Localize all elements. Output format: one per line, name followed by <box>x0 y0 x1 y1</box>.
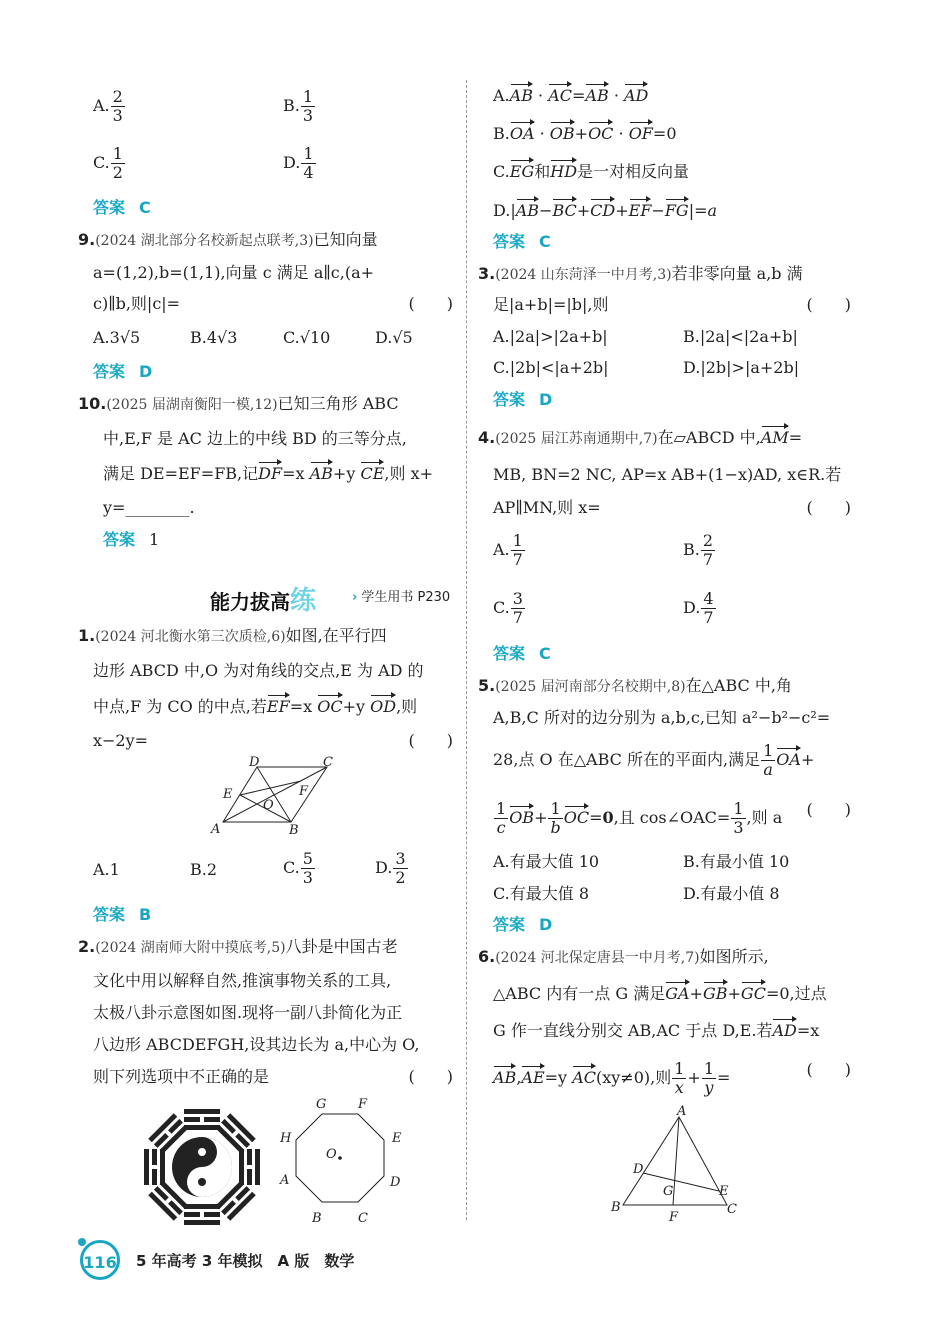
question-text: =x <box>289 697 313 716</box>
line-de <box>643 1173 719 1191</box>
s6-line3 <box>493 1021 819 1041</box>
label-d: D <box>390 1175 401 1190</box>
numerator: 2 <box>112 87 123 106</box>
s2-line2: 文化中用以解释自然,推演事物关系的工具, <box>93 971 392 990</box>
s5-option-c: C.有最大值 8 <box>493 884 590 903</box>
s1-line3 <box>93 697 417 717</box>
question-number: 10. <box>78 394 107 413</box>
option-text: 是一对相反向量 <box>577 162 690 181</box>
question-text: 在▱ABCD 中, <box>657 428 761 447</box>
denominator: 2 <box>395 868 406 887</box>
s5-option-a: A.有最大值 10 <box>493 852 600 871</box>
vector: OB <box>509 808 535 827</box>
question-text: 则下列选项中不正确的是 <box>93 1067 270 1086</box>
fraction <box>548 800 562 837</box>
numerator: 4 <box>703 589 714 608</box>
question-text: △ABC 内有一点 G 满足 <box>493 984 666 1003</box>
s6-line4: AB,AE=y AC(xy≠0),则 $\frac{1}{x}$ + $\frac{1}{y}$ = ( ) <box>493 1059 851 1097</box>
fraction <box>731 800 745 837</box>
column-divider <box>466 80 467 1220</box>
denominator: 3 <box>302 106 314 125</box>
answer-blank: ( ) <box>806 295 851 314</box>
question-text: 八卦是中国古老 <box>285 937 398 956</box>
question-text: 28,点 O 在△ABC 所在的平面内,满足 <box>493 750 761 769</box>
triangle-outline <box>623 1117 727 1205</box>
numerator: 2 <box>702 531 714 550</box>
vector: OA <box>776 750 801 769</box>
answer-value: C <box>539 644 551 663</box>
question-text: 满足 DE=EF=FB,记 <box>103 464 259 483</box>
vector: AC <box>548 86 573 105</box>
label-b: B <box>289 823 299 837</box>
vector: AC <box>572 1068 596 1087</box>
question-text: 足|a+b|=|b|,则 <box>493 295 609 314</box>
question-number: 2. <box>78 937 96 956</box>
label-a: A <box>211 822 221 837</box>
question-text: , <box>516 1068 522 1087</box>
vector: AD <box>772 1021 797 1040</box>
answer-label: 答案 <box>493 390 526 409</box>
vector: AD <box>624 86 649 105</box>
label-a: A <box>677 1105 687 1119</box>
vector: AM <box>760 428 789 447</box>
q8-option-b <box>283 88 316 125</box>
page-number-text: 116 <box>83 1253 117 1272</box>
question-text: = <box>717 1068 731 1087</box>
s5-line4: $\frac{1}{c}$ OB+ $\frac{1}{b}$ OC=0,且 cos∠OAC= $\frac{1}{3}$ ,则 a ( ) <box>496 799 851 837</box>
question-source: (2024 湖南师大附中摸底考,5) <box>95 940 286 956</box>
page-number-dot <box>78 1238 86 1246</box>
vector: OF <box>628 124 653 143</box>
s1-line4 <box>93 731 453 751</box>
vector: BC <box>552 201 577 220</box>
answer-label: 答案 <box>93 362 126 381</box>
label-a: A <box>280 1173 290 1188</box>
question-text: 中点,F 为 CO 的中点,若 <box>93 697 267 716</box>
vector: AB <box>585 86 609 105</box>
label-f: F <box>299 784 309 799</box>
section-reference-text: 学生用书 P230 <box>361 590 451 605</box>
s1-line1 <box>78 626 387 647</box>
vector: OD <box>370 697 397 716</box>
question-text: ,则 <box>396 697 418 716</box>
page-number <box>80 1240 120 1280</box>
question-text: x−2y= <box>93 731 149 750</box>
numerator: 1 <box>112 144 123 163</box>
vector: GB <box>702 984 728 1003</box>
s4-answer <box>493 644 551 664</box>
section-title-highlight: 练 <box>290 586 317 616</box>
numerator: 1 <box>548 800 562 819</box>
denominator: b <box>550 818 561 837</box>
s4-option-a <box>493 532 526 569</box>
s4-line1 <box>478 428 802 449</box>
answer-value: B <box>139 905 152 924</box>
option-label: C. <box>493 598 510 617</box>
taiji-dot-top <box>198 1148 206 1156</box>
option-label: B. <box>683 540 700 559</box>
denominator: 7 <box>512 550 523 569</box>
section-title-text: 能力拔高 <box>210 590 290 614</box>
s4-line2: MB, BN=2 NC, AP=x AB+(1−x)AD, x∈R.若 <box>493 465 842 484</box>
numerator: 1 <box>733 799 744 818</box>
question-text: 已知向量 <box>313 230 378 249</box>
fraction <box>111 88 125 125</box>
answer-value: D <box>539 390 553 409</box>
q8-option-c <box>93 145 126 182</box>
fraction <box>701 590 715 627</box>
s1-answer <box>93 905 151 925</box>
vector: AB <box>515 201 540 220</box>
label-g: G <box>316 1097 327 1112</box>
numerator: 1 <box>512 531 523 550</box>
option-label: A. <box>93 96 110 115</box>
question-text: +y <box>342 697 366 716</box>
answer-blank: ( ) <box>408 294 453 313</box>
question-text: 在△ABC 中,角 <box>685 676 792 695</box>
label-e: E <box>392 1131 402 1146</box>
s2-option-d: D.|AB−BC+CD+EF−FG|=a <box>493 201 718 220</box>
label-f: F <box>358 1097 368 1112</box>
bagua-figure <box>140 1105 264 1229</box>
question-number: 6. <box>478 947 496 966</box>
question-text: =x <box>796 1021 820 1040</box>
question-text: G 作一直线分别交 AB,AC 于点 D,E.若 <box>493 1021 773 1040</box>
numerator: 1 <box>496 799 507 818</box>
s4-option-b <box>683 532 716 569</box>
label-b: B <box>312 1211 322 1226</box>
vector: HD <box>550 162 578 181</box>
answer-label: 答案 <box>493 232 526 251</box>
label-e: E <box>223 787 233 802</box>
s4-line3 <box>493 498 851 518</box>
q9-option-b: B.4√3 <box>190 328 238 347</box>
answer-blank: ( ) <box>806 498 851 517</box>
question-text: ,则 x+ <box>384 464 433 483</box>
denominator: a <box>763 760 773 779</box>
fraction <box>301 145 315 182</box>
vector: OC <box>588 124 614 143</box>
vector: OA <box>509 124 535 143</box>
s2-line3: 太极八卦示意图如图.现将一副八卦简化为正 <box>93 1003 403 1022</box>
vector: AB <box>493 1068 517 1087</box>
fraction <box>511 590 525 627</box>
question-text: c)∥b,则|c|= <box>93 294 181 313</box>
arrow-icon: › <box>352 590 358 605</box>
s3-option-b: B.|2a|<|2a+b| <box>683 327 798 346</box>
triangle-figure <box>605 1105 745 1225</box>
s3-option-c: C.|2b|<|a+2b| <box>493 358 609 377</box>
fraction <box>702 1060 716 1097</box>
denominator: 7 <box>702 550 714 569</box>
vector: OC <box>317 697 343 716</box>
numerator: 1 <box>302 87 314 106</box>
question-text: +y <box>332 464 356 483</box>
label-o: O <box>326 1147 337 1162</box>
question-text: =y <box>544 1068 568 1087</box>
option-text: 和 <box>534 162 551 181</box>
q10-line1 <box>78 394 399 415</box>
octagon-figure <box>270 1092 410 1232</box>
q9-line3 <box>93 294 453 314</box>
s2-option-c: C.EG和HD是一对相反向量 <box>493 162 690 181</box>
option-label: D. <box>375 858 393 877</box>
q9-line2: a=(1,2),b=(1,1),向量 c 满足 a∥c,(a+ <box>93 263 375 282</box>
label-c: C <box>323 755 333 770</box>
question-text: ,且 cos∠OAC= <box>613 808 731 827</box>
s1-option-b: B.2 <box>190 860 218 879</box>
vector: DF <box>258 464 283 483</box>
vector: AB <box>509 86 533 105</box>
vector: AB <box>309 464 333 483</box>
label-o: O <box>263 798 274 813</box>
s6-line2: △ABC 内有一点 G 满足GA+GB+GC=0,过点 <box>493 984 827 1003</box>
question-number: 4. <box>478 428 496 447</box>
answer-value: 1 <box>149 530 160 549</box>
answer-label: 答案 <box>493 644 526 663</box>
q10-line2: 中,E,F 是 AC 边上的中线 BD 的三等分点, <box>103 429 407 448</box>
question-source: (2024 河北保定唐县一中月考,7) <box>495 950 700 966</box>
answer-value: C <box>139 198 151 217</box>
denominator: 7 <box>512 608 523 627</box>
question-number: 9. <box>78 230 96 249</box>
question-source: (2024 河北衡水第三次质检,6) <box>95 629 286 645</box>
fraction <box>761 742 775 779</box>
denominator: 4 <box>303 163 314 182</box>
s3-line1 <box>478 264 803 285</box>
q9-option-d: D.√5 <box>375 328 413 347</box>
question-text: 若非零向量 a,b 满 <box>671 264 803 283</box>
s2-answer <box>493 232 551 252</box>
numerator: 5 <box>302 849 313 868</box>
numerator: 1 <box>763 741 774 760</box>
q10-line4: y=________. <box>103 498 195 517</box>
denominator: 2 <box>112 163 123 182</box>
label-h: H <box>280 1131 292 1146</box>
q9-option-a: A.3√5 <box>93 328 141 347</box>
s1-option-d <box>375 850 409 887</box>
denominator: c <box>496 818 506 837</box>
book-title: 5 年高考 3 年模拟 A 版 数学 <box>136 1252 355 1270</box>
option-label: C. <box>283 858 300 877</box>
question-text: ,则 a <box>746 808 783 827</box>
segment-ef <box>240 781 301 795</box>
median-af <box>673 1117 679 1205</box>
question-text: =0,过点 <box>765 984 827 1003</box>
question-text: AP∥MN,则 x= <box>493 498 601 517</box>
s1-option-c <box>283 850 316 887</box>
fraction <box>494 800 508 837</box>
label-f: F <box>669 1210 679 1225</box>
s5-option-d: D.有最小值 8 <box>683 884 780 903</box>
question-text: 如图所示, <box>699 947 769 966</box>
answer-label: 答案 <box>103 530 136 549</box>
option-label: A. <box>493 540 510 559</box>
s3-option-d: D.|2b|>|a+2b| <box>683 358 800 377</box>
numerator: 3 <box>512 589 523 608</box>
fraction <box>672 1060 686 1097</box>
fraction <box>701 532 715 569</box>
denominator: x <box>674 1078 684 1097</box>
answer-label: 答案 <box>93 905 126 924</box>
s5-option-b: B.有最小值 10 <box>683 852 790 871</box>
question-text: = <box>788 428 803 447</box>
s3-answer <box>493 390 552 410</box>
answer-value: D <box>139 362 153 381</box>
question-text: (xy≠0),则 <box>595 1068 672 1087</box>
section-reference <box>352 586 450 605</box>
answer-blank: ( ) <box>408 731 453 750</box>
section-title <box>210 580 316 617</box>
s2-option-b: B.OA · OB+OC · OF=0 <box>493 124 677 143</box>
q9-answer <box>93 362 152 382</box>
question-source: (2024 山东菏泽一中月考,3) <box>495 267 672 283</box>
q8-answer <box>93 198 151 218</box>
answer-label: 答案 <box>93 198 126 217</box>
label-c: C <box>358 1211 368 1226</box>
question-text: 如图,在平行四 <box>285 626 387 645</box>
vector: FG <box>664 201 689 220</box>
s2-line1 <box>78 937 398 958</box>
fraction <box>393 850 407 887</box>
vector: GA <box>665 984 690 1003</box>
q9-line1 <box>78 230 378 251</box>
option-label: D. <box>683 598 701 617</box>
answer-label: 答案 <box>493 915 526 934</box>
denominator: 7 <box>703 608 714 627</box>
s3-line2 <box>493 295 851 315</box>
label-e: E <box>719 1184 729 1199</box>
s5-line3: 28,点 O 在△ABC 所在的平面内,满足 $\frac{1}{a}$ OA+ <box>493 741 815 779</box>
taiji-dot-bottom <box>198 1178 206 1186</box>
s4-option-d <box>683 590 717 627</box>
answer-blank: ( ) <box>806 800 851 819</box>
fraction <box>511 532 525 569</box>
vector: OC <box>563 808 590 827</box>
label-b: B <box>611 1200 621 1215</box>
s5-line2: A,B,C 所对的边分别为 a,b,c,已知 a²−b²−c²= <box>493 708 831 727</box>
page-footer <box>80 1240 880 1282</box>
s2-line5 <box>93 1067 453 1087</box>
option-label: D. <box>283 153 301 172</box>
answer-value: D <box>539 915 553 934</box>
vector: OB <box>549 124 575 143</box>
numerator: 3 <box>395 849 406 868</box>
question-source: (2025 届河南部分名校期中,8) <box>495 679 686 695</box>
question-number: 5. <box>478 676 496 695</box>
question-source: (2024 湖北部分名校新起点联考,3) <box>95 233 314 249</box>
fraction <box>301 88 315 125</box>
answer-value: C <box>539 232 551 251</box>
label-c: C <box>727 1202 737 1217</box>
vector: EF <box>266 697 290 716</box>
vector: CD <box>590 201 616 220</box>
question-source: (2025 届湖南衡阳一模,12) <box>106 397 278 413</box>
s2-option-a: A.AB · AC=AB · AD <box>493 86 649 105</box>
q9-option-c: C.√10 <box>283 328 331 347</box>
question-text: =x <box>282 464 305 483</box>
vector: AE <box>521 1068 545 1087</box>
denominator: 3 <box>112 106 123 125</box>
denominator: 3 <box>733 818 744 837</box>
vector: EF <box>628 201 652 220</box>
fraction <box>111 145 125 182</box>
label-g: G <box>663 1184 674 1199</box>
s1-option-a: A.1 <box>93 860 120 879</box>
q8-option-a <box>93 88 126 125</box>
s1-line2: 边形 ABCD 中,O 为对角线的交点,E 为 AD 的 <box>93 661 424 680</box>
numerator: 1 <box>703 1059 714 1078</box>
question-source: (2025 届江苏南通期中,7) <box>495 431 658 447</box>
numerator: 1 <box>303 144 314 163</box>
option-label: C. <box>93 153 110 172</box>
parallelogram-figure <box>205 755 345 837</box>
q10-line3 <box>103 464 433 484</box>
q10-answer <box>103 530 159 550</box>
s3-option-a: A.|2a|>|2a+b| <box>493 327 608 346</box>
denominator: 3 <box>302 868 313 887</box>
question-number: 3. <box>478 264 496 283</box>
question-text: 已知三角形 ABC <box>277 394 399 413</box>
s4-option-c <box>493 590 526 627</box>
answer-blank: ( ) <box>408 1067 453 1086</box>
numerator: 1 <box>674 1059 685 1078</box>
s5-line1 <box>478 676 792 697</box>
vector: GC <box>740 984 766 1003</box>
option-label: B. <box>283 96 300 115</box>
diagonal-bd <box>257 767 291 822</box>
s2-line4: 八边形 ABCDEFGH,设其边长为 a,中心为 O, <box>93 1035 420 1054</box>
vector: CE <box>360 464 385 483</box>
label-d: D <box>249 755 260 770</box>
center-point <box>338 1156 342 1160</box>
vector: EG <box>509 162 535 181</box>
s5-answer <box>493 915 552 935</box>
s6-line1 <box>478 947 769 968</box>
label-d: D <box>633 1162 644 1177</box>
denominator: y <box>704 1078 714 1097</box>
fraction <box>301 850 315 887</box>
question-number: 1. <box>78 626 96 645</box>
answer-blank: ( ) <box>806 1060 851 1079</box>
q8-option-d <box>283 145 317 182</box>
